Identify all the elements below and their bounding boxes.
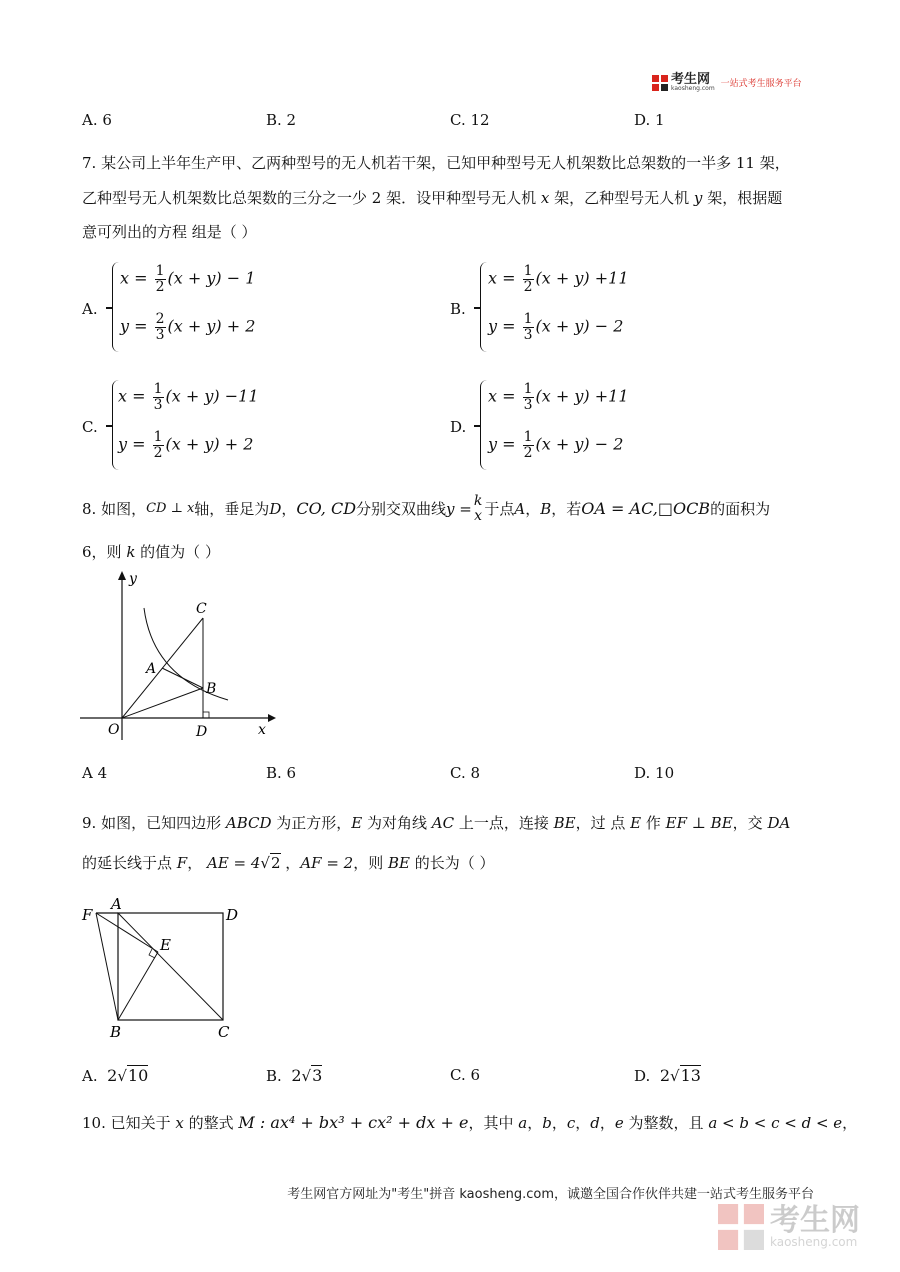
q8-option-c[interactable]: C. 8 [450,764,481,782]
q8-figure [78,568,278,743]
q9-figure [78,892,278,1042]
q7-option-d-eq1: x = $\frac{1}{3}$ (x + y) +11 [488,381,629,413]
q9-line1: 9. 如图，已知四边形 ABCD 为正方形，E 为对角线 AC 上一点，连接 BE，过 点 E 作 EF ⊥ BE，交 DA [82,814,791,832]
watermark-cn: 考生网 [770,1203,860,1238]
q6-option-d[interactable]: D. 1 [634,111,665,129]
x-axis-arrow [268,714,276,722]
q10-line1: 10. 已知关于 x 的整式 M : ax⁴ + bx³ + cx² + dx + e，其中 a，b，c，d，e 为整数，且 a < b < c < d < e， [82,1113,858,1132]
q7-option-c-eq1: x = $\frac{1}{3}$ (x + y) −11 [118,381,259,413]
q6-option-b[interactable]: B. 2 [266,111,297,129]
line-fe [96,913,158,952]
q8-option-b[interactable]: B. 6 [266,764,297,782]
q9-option-a[interactable]: A. 2√10 [82,1066,149,1085]
q9-option-b[interactable]: B. 2√3 [266,1066,323,1085]
q8-line2: 6，则 k 的值为（ ） [82,543,220,561]
header-logo [652,73,802,92]
q8-option-d[interactable]: D. 10 [634,764,675,782]
q7-option-b-brace [480,262,487,352]
q9-line2: 的延长线于点 F， AE = 4√2 ，AF = 2，则 BE 的长为（ ） [82,854,495,872]
watermark-en: kaosheng.com [770,1235,858,1249]
q7-option-a-eq2: y = $\frac{2}{3}$ (x + y) + 2 [120,311,256,343]
q7-line1: 7. 某公司上半年生产甲、乙两种型号的无人机若干架，已知甲种型号无人机架数比总架数的一半多 11 架， [82,154,790,172]
label-x: x [258,722,266,738]
q7-option-d-eq2: y = $\frac{1}{2}$ (x + y) − 2 [488,429,624,461]
label-b: B [206,681,217,697]
q7-option-b-eq1: x = $\frac{1}{2}$ (x + y) +11 [488,263,629,295]
label-o: O [108,722,120,738]
logo-slogan: 一站式考生服务平台 [720,79,802,89]
label-a: A [111,895,122,913]
right-angle-mark [203,712,209,718]
q7-option-a-label[interactable]: A. [82,300,98,318]
q7-option-a-eq1: x = $\frac{1}{2}$ (x + y) − 1 [120,263,256,295]
label-d: D [196,724,208,740]
footer-text: 考生网官方网址为"考生"拼音 kaosheng.com，诚邀全国合作伙伴共建一站式考生服务平台 [287,1187,814,1202]
line-ab [162,668,203,688]
q9-option-d[interactable]: D. 2√13 [634,1066,701,1085]
q7-option-c-eq2: y = $\frac{1}{2}$ (x + y) + 2 [118,429,254,461]
y-axis-arrow [118,571,126,580]
label-b: B [110,1023,122,1041]
q8-option-a[interactable]: A 4 [82,764,108,782]
label-c: C [196,601,207,617]
q7-option-b-label[interactable]: B. [450,300,466,318]
kaosheng-logo-icon [652,75,668,91]
q6-option-a[interactable]: A. 6 [82,111,112,129]
q7-option-b-eq2: y = $\frac{1}{3}$ (x + y) − 2 [488,311,624,343]
label-d: D [226,906,239,924]
watermark-logo-icon [718,1204,764,1250]
label-y: y [129,571,137,587]
q7-option-a-brace [112,262,119,352]
line-ac [118,913,223,1020]
line-fb [96,913,118,1020]
q7-option-d-brace [480,380,487,470]
q7-option-c-label[interactable]: C. [82,418,98,436]
q7-line3: 意可列出的方程 组是（ ） [82,223,257,241]
watermark [718,1204,860,1250]
q7-option-d-label[interactable]: D. [450,418,467,436]
line-be [118,952,158,1020]
logo-cn: 考生网 [671,72,711,87]
label-f: F [82,906,93,924]
label-e: E [160,936,171,954]
q9-option-c[interactable]: C. 6 [450,1066,481,1084]
q8-line1: 8. 如图， CD ⊥ x 轴，垂足为 D ， CO, CD 分别交双曲线 y = k x 于点 A ， B ，若 OA = AC,□OCB 的面积为 [82,493,771,524]
label-a: A [146,661,157,677]
label-c: C [218,1023,230,1041]
q6-option-c[interactable]: C. 12 [450,111,490,129]
logo-en: kaosheng.com [671,85,715,92]
q7-line2: 乙种型号无人机架数比总架数的三分之一少 2 架．设甲种型号无人机 x 架，乙种型号无人机 y 架，根据题 [82,189,783,207]
